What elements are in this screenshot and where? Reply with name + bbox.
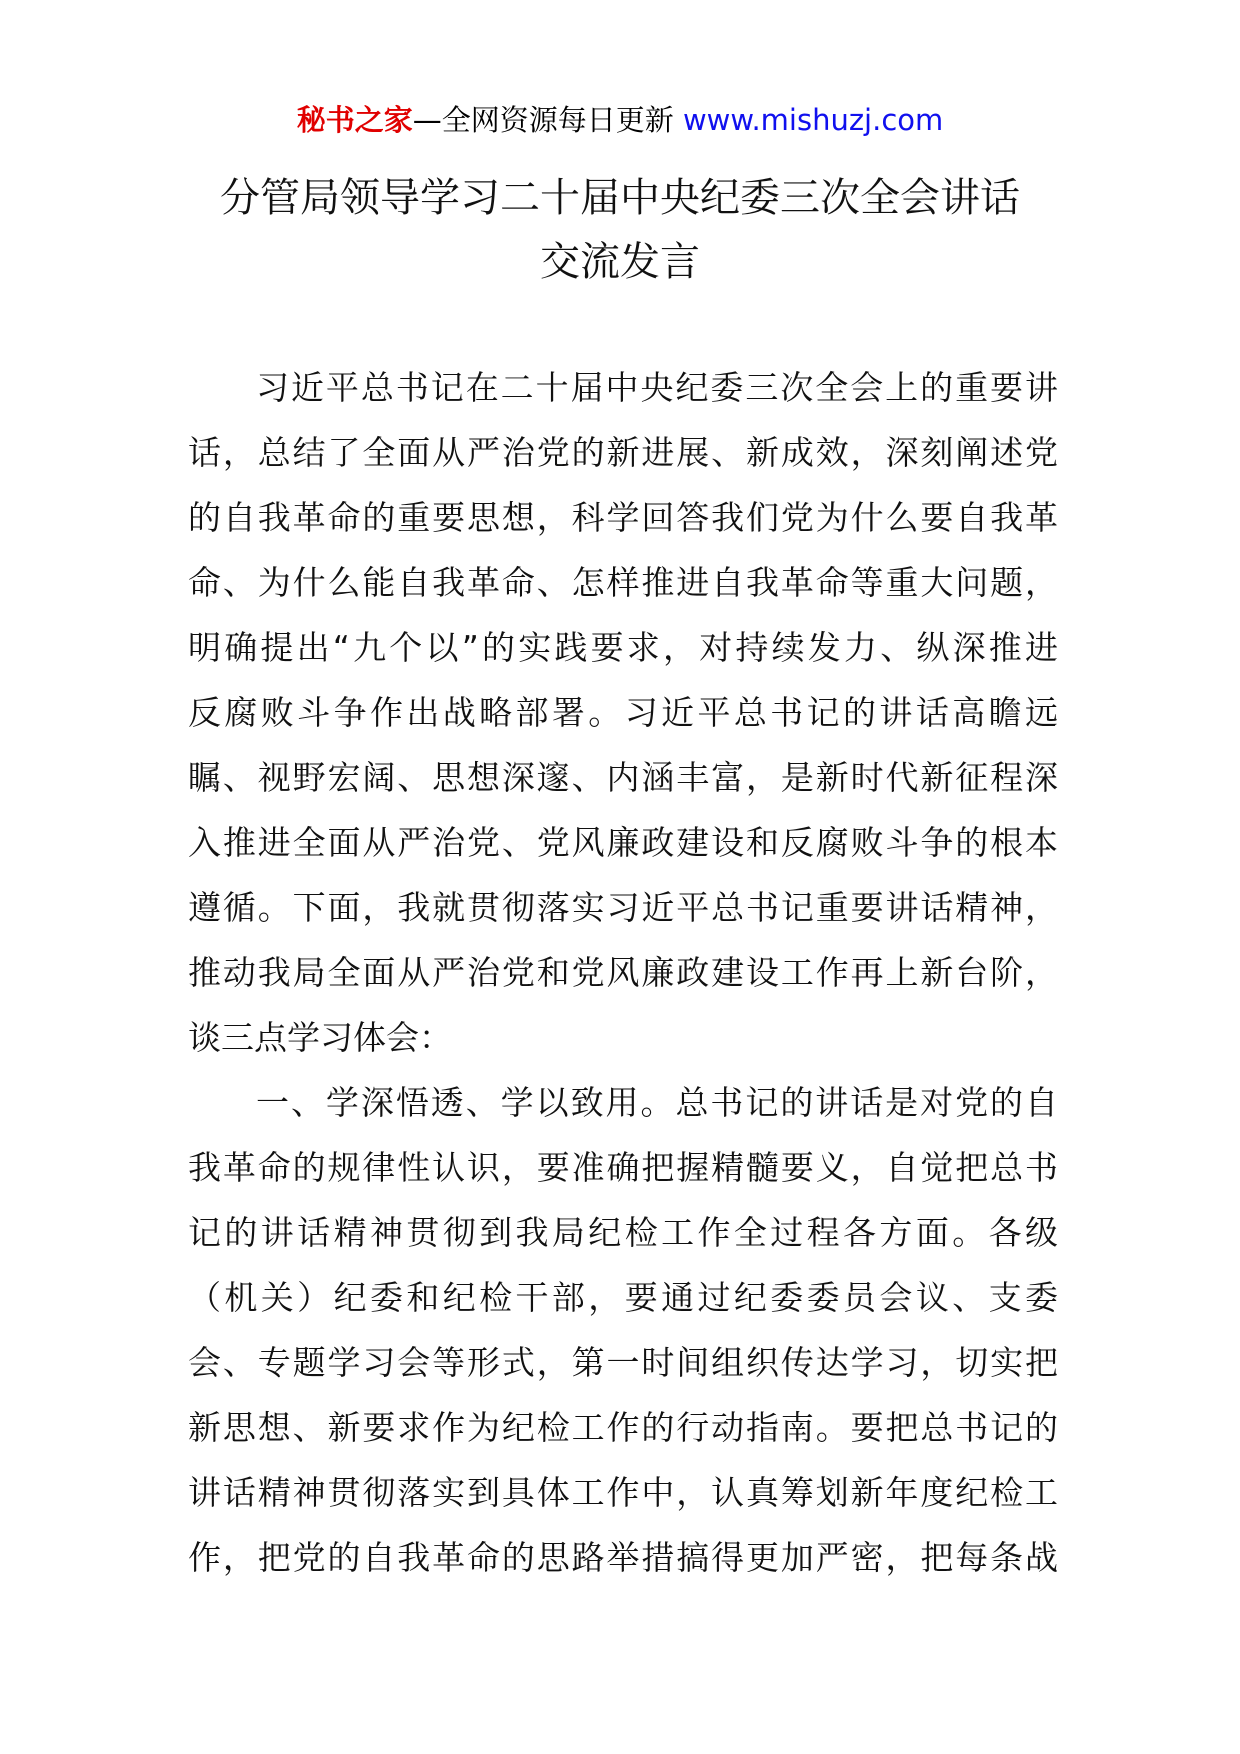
paragraph-1-line: 反腐败斗争作出战略部署。习近平总书记的讲话高瞻远	[188, 693, 1058, 732]
paragraph-2-line: 新思想、新要求作为纪检工作的行动指南。要把总书记的	[188, 1408, 1058, 1447]
title-line-2: 交流发言	[540, 239, 700, 285]
paragraph-1-line: 明确提出“九个以”的实践要求，对持续发力、纵深推进	[188, 628, 1058, 667]
paragraph-1-line: 习近平总书记在二十届中央纪委三次全会上的重要讲	[256, 368, 1058, 407]
title-line-1: 分管局领导学习二十届中央纪委三次全会讲话	[220, 175, 1020, 221]
document-title	[0, 166, 1240, 294]
paragraph-1-line: 话，总结了全面从严治党的新进展、新成效，深刻阐述党	[188, 433, 1058, 472]
paragraph-1-line: 命、为什么能自我革命、怎样推进自我革命等重大问题，	[188, 563, 1058, 602]
paragraph-1-line: 谈三点学习体会：	[188, 1018, 452, 1057]
site-brand: 秘书之家	[296, 103, 413, 137]
paragraph-1-line: 推动我局全面从严治党和党风廉政建设工作再上新台阶，	[188, 953, 1058, 992]
paragraph-2-line: 一、学深悟透、学以致用。总书记的讲话是对党的自	[256, 1083, 1058, 1122]
paragraph-2-line: 记的讲话精神贯彻到我局纪检工作全过程各方面。各级	[188, 1213, 1058, 1252]
paragraph-1-line: 遵循。下面，我就贯彻落实习近平总书记重要讲话精神，	[188, 888, 1058, 927]
paragraph-1-line: 的自我革命的重要思想，科学回答我们党为什么要自我革	[188, 498, 1058, 537]
paragraph-1-line: 入推进全面从严治党、党风廉政建设和反腐败斗争的根本	[188, 823, 1058, 862]
paragraph-2-line: 我革命的规律性认识，要准确把握精髓要义，自觉把总书	[188, 1148, 1058, 1187]
paragraph-2-line: 会、专题学习会等形式，第一时间组织传达学习，切实把	[188, 1343, 1058, 1382]
paragraph-2-line: 讲话精神贯彻落实到具体工作中，认真筹划新年度纪检工	[188, 1473, 1058, 1512]
paragraph-2-line: 作，把党的自我革命的思路举措搞得更加严密，把每条战	[188, 1538, 1058, 1577]
site-tagline: —全网资源每日更新	[412, 103, 674, 137]
paragraph-2-line: （机关）纪委和纪检干部，要通过纪委委员会议、支委	[188, 1278, 1058, 1317]
paragraph-1-line: 瞩、视野宏阔、思想深邃、内涵丰富，是新时代新征程深	[188, 758, 1058, 797]
document-body	[188, 355, 1058, 1590]
site-header	[0, 100, 1240, 140]
site-url-link[interactable]: www.mishuzj.com	[682, 103, 944, 137]
